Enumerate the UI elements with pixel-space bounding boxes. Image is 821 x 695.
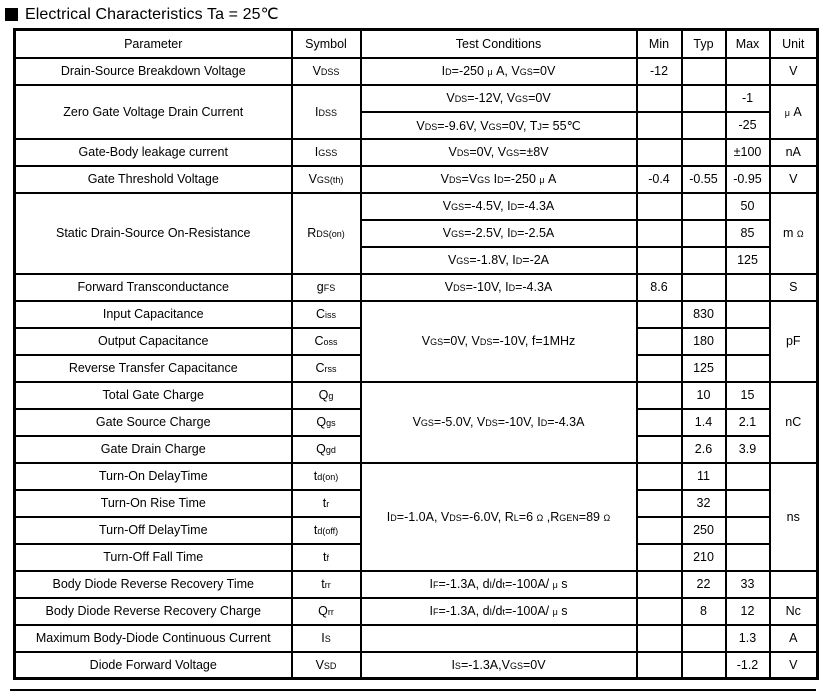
- typ-cell: 830: [682, 301, 726, 328]
- typ-cell: [682, 193, 726, 220]
- min-cell: [637, 571, 682, 598]
- cond-cell: VGS=-1.8V, ID=-2A: [361, 247, 637, 274]
- section-title-text: Electrical Characteristics Ta = 25℃: [25, 6, 279, 23]
- typ-cell: 22: [682, 571, 726, 598]
- max-cell: 12: [726, 598, 770, 625]
- min-cell: [637, 463, 682, 490]
- col-header-unit: Unit: [770, 30, 818, 58]
- symbol-cell: Qrr: [292, 598, 361, 625]
- min-cell: [637, 247, 682, 274]
- cond-cell: ID=-1.0A, VDS=-6.0V, RL=6 Ω ,RGEN=89 Ω: [361, 463, 637, 571]
- param-cell: Maximum Body-Diode Continuous Current: [15, 625, 292, 652]
- symbol-cell: RDS(on): [292, 193, 361, 274]
- param-cell: Gate-Body leakage current: [15, 139, 292, 166]
- min-cell: [637, 139, 682, 166]
- typ-cell: 1.4: [682, 409, 726, 436]
- max-cell: 50: [726, 193, 770, 220]
- max-cell: 125: [726, 247, 770, 274]
- min-cell: [637, 652, 682, 679]
- page-footer-rule: [10, 689, 816, 691]
- min-cell: 8.6: [637, 274, 682, 301]
- table-row: [15, 598, 818, 625]
- param-cell: Reverse Transfer Capacitance: [15, 355, 292, 382]
- typ-cell: 11: [682, 463, 726, 490]
- param-cell: Body Diode Reverse Recovery Time: [15, 571, 292, 598]
- max-cell: [726, 463, 770, 490]
- typ-cell: -0.55: [682, 166, 726, 193]
- cond-cell: VGS=-4.5V, ID=-4.3A: [361, 193, 637, 220]
- min-cell: [637, 382, 682, 409]
- table-row: [15, 85, 818, 112]
- max-cell: [726, 544, 770, 571]
- symbol-cell: td(off): [292, 517, 361, 544]
- table-row: [15, 166, 818, 193]
- min-cell: [637, 517, 682, 544]
- typ-cell: [682, 139, 726, 166]
- min-cell: [637, 85, 682, 112]
- param-cell: Drain-Source Breakdown Voltage: [15, 58, 292, 85]
- table-row: [15, 382, 818, 409]
- typ-cell: [682, 247, 726, 274]
- min-cell: [637, 625, 682, 652]
- cond-cell: VDS=-12V, VGS=0V: [361, 85, 637, 112]
- max-cell: 3.9: [726, 436, 770, 463]
- unit-cell: V: [770, 652, 818, 679]
- min-cell: -12: [637, 58, 682, 85]
- max-cell: 33: [726, 571, 770, 598]
- col-header-min: Min: [637, 30, 682, 58]
- max-cell: [726, 490, 770, 517]
- typ-cell: 32: [682, 490, 726, 517]
- unit-cell: V: [770, 58, 818, 85]
- symbol-cell: trr: [292, 571, 361, 598]
- param-cell: Total Gate Charge: [15, 382, 292, 409]
- min-cell: [637, 598, 682, 625]
- symbol-cell: td(on): [292, 463, 361, 490]
- cond-cell: IF=-1.3A, dI/dt=-100A/ μ s: [361, 571, 637, 598]
- max-cell: -0.95: [726, 166, 770, 193]
- unit-cell: [770, 571, 818, 598]
- symbol-cell: Coss: [292, 328, 361, 355]
- cond-cell: VDS=-10V, ID=-4.3A: [361, 274, 637, 301]
- col-header-max: Max: [726, 30, 770, 58]
- col-header-symbol: Symbol: [292, 30, 361, 58]
- typ-cell: [682, 274, 726, 301]
- symbol-cell: Qgs: [292, 409, 361, 436]
- typ-cell: 2.6: [682, 436, 726, 463]
- col-header-conditions: Test Conditions: [361, 30, 637, 58]
- min-cell: [637, 193, 682, 220]
- min-cell: [637, 301, 682, 328]
- table-row: [15, 301, 818, 328]
- symbol-cell: VSD: [292, 652, 361, 679]
- max-cell: -1.2: [726, 652, 770, 679]
- table-row: [15, 139, 818, 166]
- max-cell: 1.3: [726, 625, 770, 652]
- param-cell: Gate Drain Charge: [15, 436, 292, 463]
- max-cell: 15: [726, 382, 770, 409]
- max-cell: [726, 274, 770, 301]
- symbol-cell: IS: [292, 625, 361, 652]
- table-row: [15, 571, 818, 598]
- param-cell: Gate Threshold Voltage: [15, 166, 292, 193]
- table-row: [15, 193, 818, 220]
- min-cell: -0.4: [637, 166, 682, 193]
- typ-cell: 180: [682, 328, 726, 355]
- param-cell: Diode Forward Voltage: [15, 652, 292, 679]
- cond-cell: ID=-250 μ A, VGS=0V: [361, 58, 637, 85]
- param-cell: Turn-On DelayTime: [15, 463, 292, 490]
- param-cell: Forward Transconductance: [15, 274, 292, 301]
- typ-cell: [682, 625, 726, 652]
- unit-cell: nA: [770, 139, 818, 166]
- cond-cell: IF=-1.3A, dI/dt=-100A/ μ s: [361, 598, 637, 625]
- section-title: [5, 4, 279, 24]
- param-cell: Turn-Off DelayTime: [15, 517, 292, 544]
- cond-cell: VGS=0V, VDS=-10V, f=1MHz: [361, 301, 637, 382]
- cond-cell: VDS=-9.6V, VGS=0V, TJ= 55℃: [361, 112, 637, 139]
- typ-cell: 125: [682, 355, 726, 382]
- typ-cell: 210: [682, 544, 726, 571]
- table-row: [15, 625, 818, 652]
- unit-cell: pF: [770, 301, 818, 382]
- cond-cell: VDS=0V, VGS=±8V: [361, 139, 637, 166]
- symbol-cell: VGS(th): [292, 166, 361, 193]
- table-row: [15, 58, 818, 85]
- cond-cell: VGS=-2.5V, ID=-2.5A: [361, 220, 637, 247]
- param-cell: Input Capacitance: [15, 301, 292, 328]
- max-cell: [726, 328, 770, 355]
- unit-cell: A: [770, 625, 818, 652]
- min-cell: [637, 436, 682, 463]
- max-cell: [726, 58, 770, 85]
- table-row: [15, 274, 818, 301]
- symbol-cell: IDSS: [292, 85, 361, 139]
- symbol-cell: Qgd: [292, 436, 361, 463]
- max-cell: ±100: [726, 139, 770, 166]
- col-header-typ: Typ: [682, 30, 726, 58]
- unit-cell: m Ω: [770, 193, 818, 274]
- electrical-characteristics-table: [13, 28, 819, 680]
- unit-cell: μ A: [770, 85, 818, 139]
- min-cell: [637, 220, 682, 247]
- unit-cell: Nc: [770, 598, 818, 625]
- typ-cell: [682, 112, 726, 139]
- symbol-cell: tf: [292, 544, 361, 571]
- col-header-parameter: Parameter: [15, 30, 292, 58]
- section-marker-icon: [5, 8, 18, 21]
- max-cell: 85: [726, 220, 770, 247]
- typ-cell: 250: [682, 517, 726, 544]
- max-cell: -25: [726, 112, 770, 139]
- typ-cell: 8: [682, 598, 726, 625]
- symbol-cell: Crss: [292, 355, 361, 382]
- max-cell: [726, 517, 770, 544]
- symbol-cell: VDSS: [292, 58, 361, 85]
- cond-cell: [361, 625, 637, 652]
- param-cell: Gate Source Charge: [15, 409, 292, 436]
- min-cell: [637, 490, 682, 517]
- table-row: [15, 652, 818, 679]
- symbol-cell: Ciss: [292, 301, 361, 328]
- table-header-row: [15, 30, 818, 58]
- max-cell: 2.1: [726, 409, 770, 436]
- unit-cell: V: [770, 166, 818, 193]
- max-cell: [726, 355, 770, 382]
- min-cell: [637, 328, 682, 355]
- min-cell: [637, 355, 682, 382]
- unit-cell: S: [770, 274, 818, 301]
- param-cell: Static Drain-Source On-Resistance: [15, 193, 292, 274]
- typ-cell: [682, 652, 726, 679]
- param-cell: Turn-On Rise Time: [15, 490, 292, 517]
- symbol-cell: Qg: [292, 382, 361, 409]
- param-cell: Body Diode Reverse Recovery Charge: [15, 598, 292, 625]
- cond-cell: VDS=VGS ID=-250 μ A: [361, 166, 637, 193]
- symbol-cell: IGSS: [292, 139, 361, 166]
- cond-cell: IS=-1.3A,VGS=0V: [361, 652, 637, 679]
- min-cell: [637, 112, 682, 139]
- typ-cell: [682, 220, 726, 247]
- param-cell: Turn-Off Fall Time: [15, 544, 292, 571]
- typ-cell: [682, 85, 726, 112]
- typ-cell: 10: [682, 382, 726, 409]
- typ-cell: [682, 58, 726, 85]
- unit-cell: nC: [770, 382, 818, 463]
- table-row: [15, 463, 818, 490]
- param-cell: Zero Gate Voltage Drain Current: [15, 85, 292, 139]
- symbol-cell: gFS: [292, 274, 361, 301]
- max-cell: -1: [726, 85, 770, 112]
- symbol-cell: tr: [292, 490, 361, 517]
- max-cell: [726, 301, 770, 328]
- cond-cell: VGS=-5.0V, VDS=-10V, ID=-4.3A: [361, 382, 637, 463]
- param-cell: Output Capacitance: [15, 328, 292, 355]
- min-cell: [637, 409, 682, 436]
- min-cell: [637, 544, 682, 571]
- unit-cell: ns: [770, 463, 818, 571]
